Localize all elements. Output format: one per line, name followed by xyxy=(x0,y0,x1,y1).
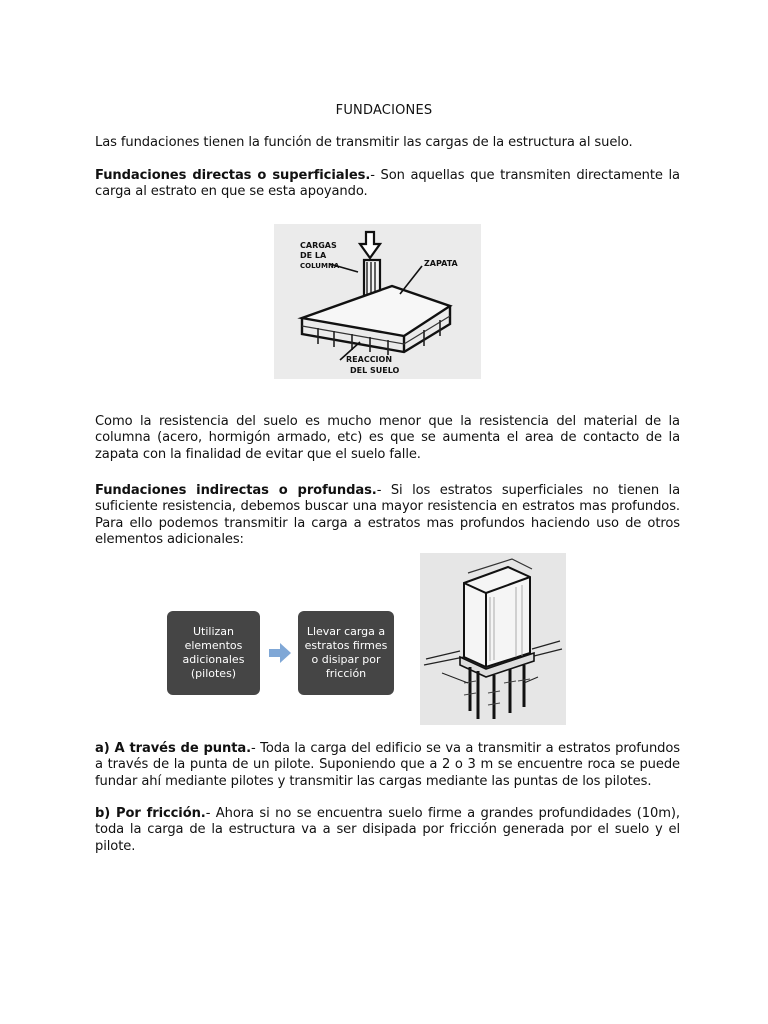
flow-box-elementos xyxy=(167,611,260,695)
indirectas-text: - Si los estratos superficiales no tienen la suficiente resistencia, debemos buscar una mayor resistencia en estratos mas profundos. Para ello podemos transmitir la carga a estratos mas profundos haciendo uso de otros elementos adicionales: xyxy=(95,483,680,547)
intro-paragraph: Las fundaciones tienen la función de transmitir las cargas de la estructura al suelo. xyxy=(95,135,633,150)
flow-box-carga xyxy=(298,611,394,695)
punta-text: - Toda la carga del edificio se va a transmitir a estratos profundos a través de la punta de un pilote. Suponiendo que a 2 o 3 m se encuentre roca se puede fundar ahí mediante pilotes y transmitir las cargas mediante las puntas de los pilotes. xyxy=(95,741,680,789)
friccion-text: - Ahora si no se encuentra suelo firme a grandes profundidades (10m), toda la carga de la estructura va a ser disipada por fricción generada por el suelo y el pilote. xyxy=(95,806,680,854)
page-title: FUNDACIONES xyxy=(335,103,433,118)
directas-text: - Son aquellas que transmiten directamente la carga al estrato en que se esta apoyando. xyxy=(95,168,680,200)
label-zapata: ZAPATA xyxy=(424,259,458,268)
label-de-la: DE LA xyxy=(300,251,327,260)
label-columna: COLUMNA xyxy=(300,262,340,270)
friccion-paragraph xyxy=(95,806,680,855)
flow-diagram xyxy=(167,611,395,695)
label-suelo: DEL SUELO xyxy=(350,366,400,375)
footing-sketch-drawing xyxy=(274,224,481,379)
label-cargas: CARGAS xyxy=(300,241,337,250)
flow-box-elementos-text: Utilizan elementos adicionales (pilotes) xyxy=(182,625,245,680)
punta-heading: a) A través de punta. xyxy=(95,741,252,756)
arrow-right-icon xyxy=(269,643,291,663)
pile-foundation-sketch-figure xyxy=(420,553,566,725)
pile-foundation-drawing xyxy=(420,553,566,725)
footing-sketch-figure xyxy=(274,224,481,379)
friccion-heading: b) Por fricción. xyxy=(95,806,206,821)
directas-paragraph xyxy=(95,168,680,201)
indirectas-paragraph xyxy=(95,483,680,548)
label-reaccion: REACCION xyxy=(346,355,393,364)
directas-heading: Fundaciones directas o superficiales. xyxy=(95,168,371,183)
resistencia-paragraph: Como la resistencia del suelo es mucho menor que la resistencia del material de la columna (acero, hormigón armado, etc) es que se aumenta el area de contacto de la zapata con la finalidad de evitar que el suelo falle. xyxy=(95,414,680,462)
flow-box-carga-text: Llevar carga a estratos firmes o disipar por fricción xyxy=(304,625,388,680)
punta-paragraph xyxy=(95,741,680,790)
indirectas-heading: Fundaciones indirectas o profundas. xyxy=(95,483,377,498)
